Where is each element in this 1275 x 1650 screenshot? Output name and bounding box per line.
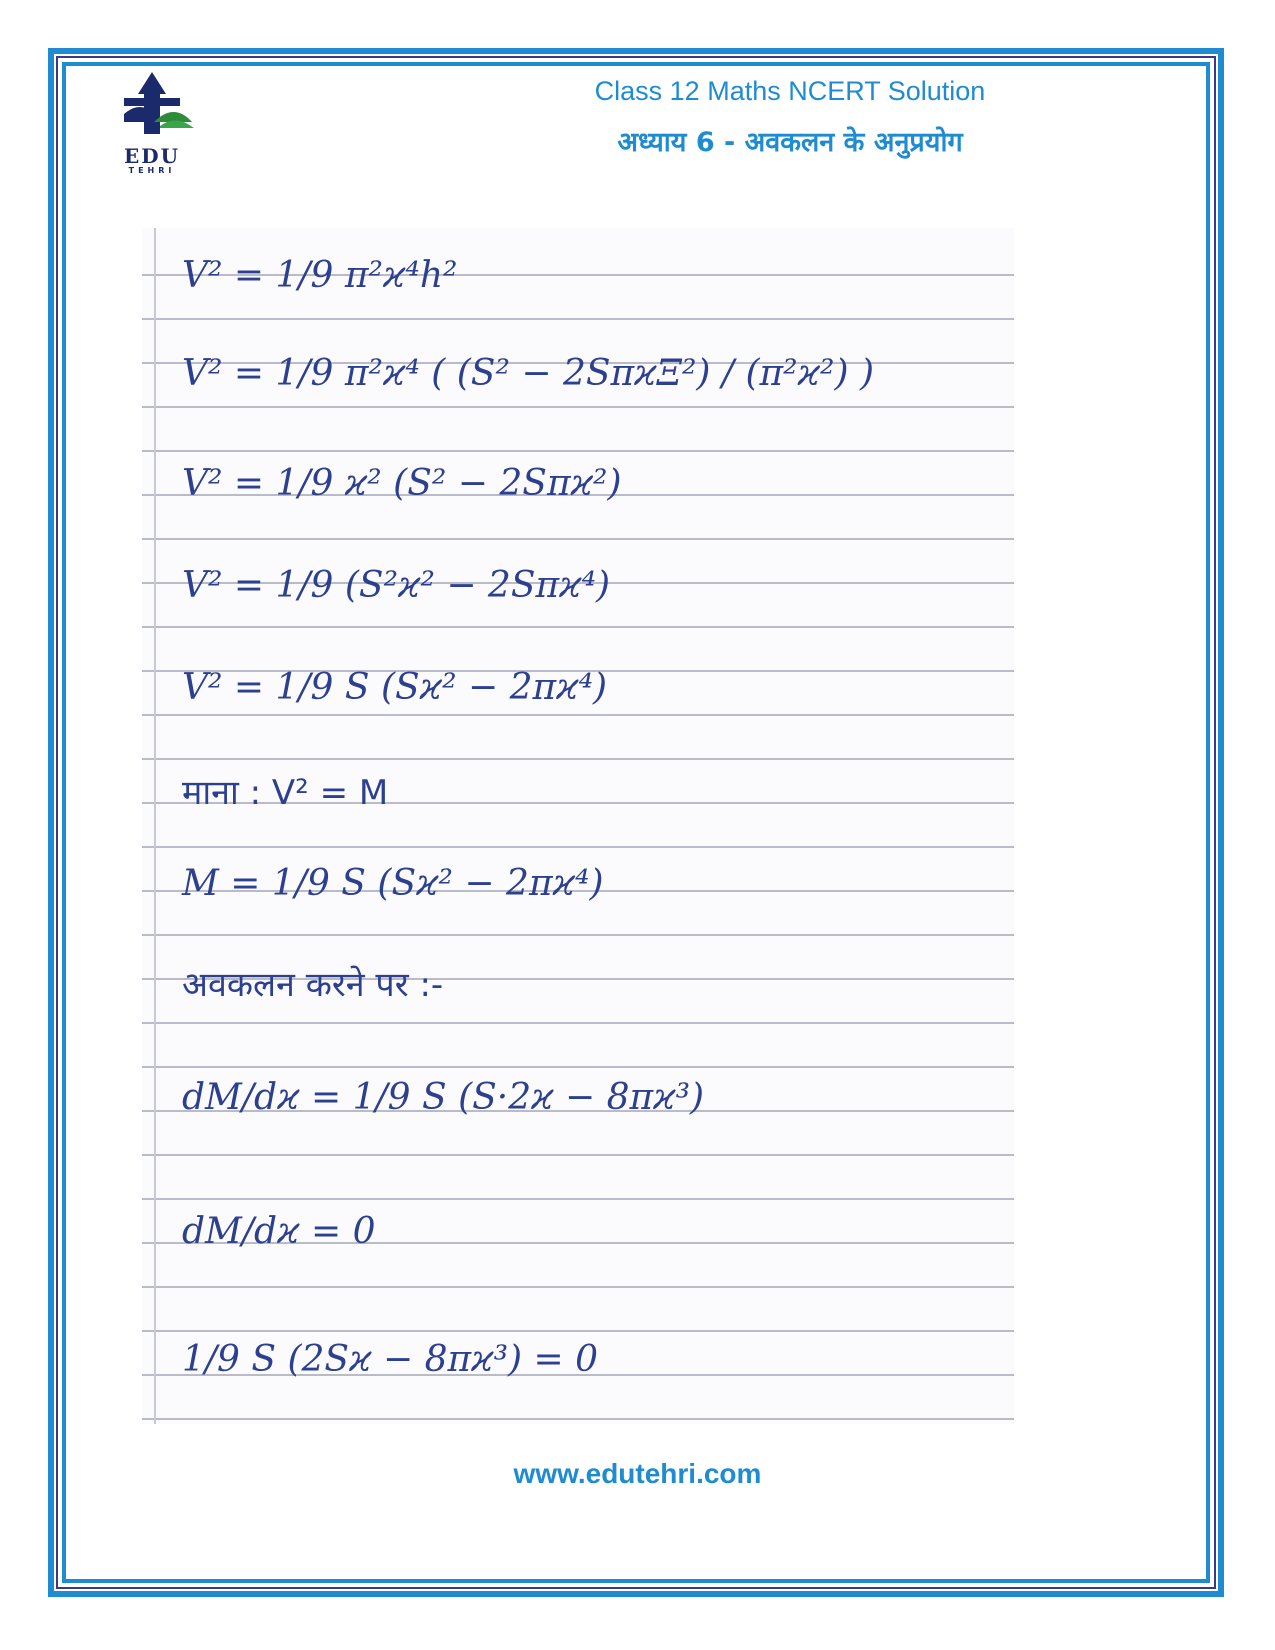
page-title: Class 12 Maths NCERT Solution: [594, 76, 986, 106]
equation-line: V² = 1/9 (S²ϰ² − 2Sπϰ⁴): [182, 565, 611, 606]
equation-line: V² = 1/9 ϰ² (S² − 2Sπϰ²): [182, 463, 622, 504]
logo-mark-icon: [104, 70, 200, 150]
equation-line: 1/9 S (2Sϰ − 8πϰ³) = 0: [182, 1339, 599, 1380]
equation-line: dM/dϰ = 0: [182, 1211, 376, 1252]
edutehri-logo: [104, 70, 200, 180]
equation-line: V² = 1/9 π²ϰ⁴h²: [182, 255, 458, 296]
handwritten-notebook-photo: [142, 228, 1014, 1424]
equation-line: dM/dϰ = 1/9 S (S·2ϰ − 8πϰ³): [182, 1077, 705, 1118]
equation-line: V² = 1/9 S (Sϰ² − 2πϰ⁴): [182, 667, 608, 708]
chapter-subtitle: अध्याय 6 - अवकलन के अनुप्रयोग: [617, 127, 963, 158]
footer-website-url: www.edutehri.com: [513, 1458, 762, 1489]
notebook-margin-line: [154, 228, 156, 1424]
equation-line: V² = 1/9 π²ϰ⁴ ( (S² − 2SπϰΞ²) / (π²ϰ²) ): [182, 353, 874, 394]
equation-line: M = 1/9 S (Sϰ² − 2πϰ⁴): [182, 863, 604, 904]
logo-subtext: TEHRI: [128, 166, 176, 175]
equation-line: अवकलन करने पर :-: [182, 965, 444, 1005]
equation-line: माना : V² = M: [182, 773, 389, 813]
logo-word: EDU: [123, 144, 181, 168]
